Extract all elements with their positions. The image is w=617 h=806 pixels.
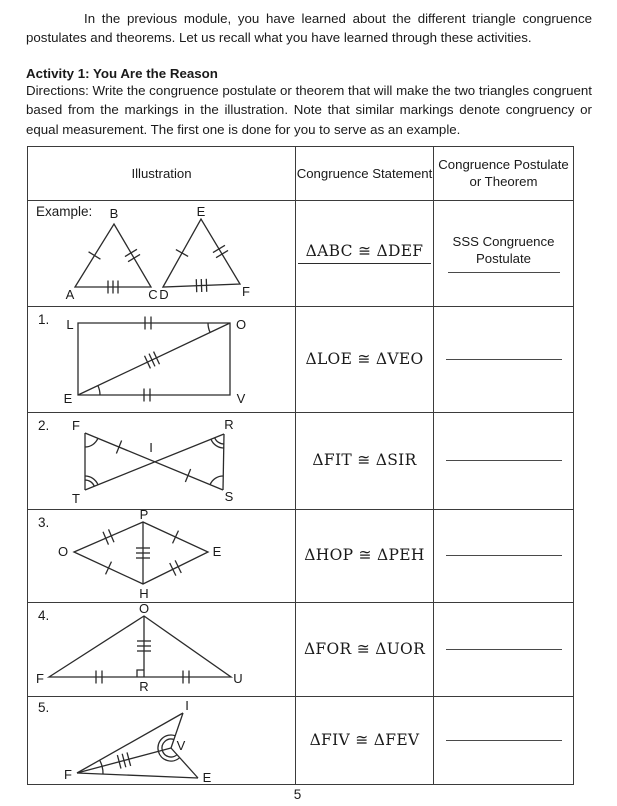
table-row-1	[28, 306, 574, 412]
tick-triple-fv	[117, 752, 130, 768]
figure-4-triangle-altitude	[28, 603, 294, 695]
table-row-example	[28, 200, 574, 306]
answer-line-4	[446, 649, 562, 650]
row-number-2: 2.	[38, 417, 50, 433]
col-header-illustration: Illustration	[28, 146, 296, 200]
page-number: 5	[293, 787, 302, 802]
tick-triple-diagonal	[145, 351, 160, 368]
congruence-statement-1: ΔLOE ≅ ΔVEO	[305, 349, 424, 368]
diagonal-eo	[78, 323, 230, 395]
tick-single-ab	[89, 252, 101, 259]
vertex-label-e: E	[63, 390, 73, 406]
angle-arc-o	[208, 323, 210, 332]
row-label-example: Example:	[36, 203, 93, 219]
congruence-statement-5: ΔFIV ≅ ΔFEV	[309, 730, 420, 749]
figure-1-rectangle-diagonal	[28, 307, 294, 411]
vertex-label-f: F	[64, 766, 72, 782]
row-number-1: 1.	[38, 311, 50, 327]
figure-2-crossing-triangles	[28, 413, 294, 508]
angle-arc-e	[98, 385, 100, 394]
triangle-def	[163, 219, 240, 287]
congruence-statement-example: ΔABC ≅ ΔDEF	[298, 242, 432, 264]
vertex-label-r: R	[224, 416, 234, 432]
segment-rs	[223, 434, 224, 490]
intro-paragraph: In the previous module, you have learned about the different triangle congruence postulates and theorems. Let us recall what you have learned through these activities.	[26, 11, 592, 45]
angle-arc-t-inner	[85, 480, 94, 486]
vertex-label-v: V	[176, 737, 186, 753]
segment-fe	[77, 773, 198, 778]
col-header-statement: Congruence Statement	[296, 146, 434, 200]
table-row-5	[28, 696, 574, 784]
angle-arc-r-inner	[215, 438, 225, 444]
row-number-5: 5.	[38, 699, 50, 715]
answer-line-5	[446, 740, 562, 741]
triangle-abc	[75, 224, 151, 287]
directions-paragraph: Directions: Write the congruence postulate or theorem that will make the two triangles congruent based from the markings in the illustration. Note that similar markings denote congruency or equal measurement. The first one is done for you to serve as an example.	[26, 83, 592, 137]
vertex-label-c: C	[148, 286, 158, 302]
answer-example: SSS Congruence Postulate	[452, 234, 555, 267]
figure-example-two-triangles	[28, 201, 294, 305]
figure-3-kite	[28, 510, 294, 601]
right-angle-mark-r	[137, 670, 144, 677]
vertex-label-l: L	[66, 316, 74, 332]
row-number-3: 3.	[38, 514, 50, 530]
row-number-4: 4.	[38, 607, 50, 623]
tick-single-fi	[116, 440, 121, 453]
activity-table	[27, 146, 574, 785]
vertex-label-h: H	[139, 585, 149, 601]
tick-single-oh	[106, 562, 112, 575]
vertex-label-f: F	[242, 283, 250, 299]
angle-arc-f-upper	[100, 760, 103, 766]
vertex-label-r: R	[139, 678, 149, 694]
table-header-row	[28, 146, 574, 200]
table-row-4	[28, 602, 574, 696]
tick-single-de	[176, 249, 188, 256]
angle-arc-f-lower	[102, 766, 103, 774]
vertex-label-v: V	[236, 390, 246, 406]
answer-line-1	[446, 359, 562, 360]
figure-5-adjacent-triangles	[28, 697, 294, 783]
answer-line-example	[448, 272, 560, 273]
vertex-label-p: P	[139, 509, 149, 522]
vertex-label-b: B	[109, 205, 119, 221]
col-header-postulate: Congruence Postulate or Theorem	[434, 146, 574, 200]
vertex-label-i: I	[185, 697, 189, 713]
vertex-label-d: D	[159, 286, 169, 302]
table-row-3	[28, 509, 574, 602]
tick-single-pe	[173, 531, 179, 544]
answer-line-3	[446, 555, 562, 556]
congruence-statement-2: ΔFIT ≅ ΔSIR	[312, 451, 417, 470]
vertex-label-i: I	[149, 439, 153, 455]
vertex-label-o: O	[235, 316, 247, 332]
vertex-label-f: F	[36, 670, 44, 686]
congruence-statement-3: ΔHOP ≅ ΔPEH	[304, 546, 425, 565]
vertex-label-e: E	[196, 203, 206, 219]
congruence-statement-4: ΔFOR ≅ ΔUOR	[303, 639, 426, 658]
activity-title: Activity 1: You Are the Reason	[26, 66, 218, 81]
table-row-2	[28, 412, 574, 509]
answer-line-2	[446, 460, 562, 461]
vertex-label-e: E	[202, 769, 212, 783]
vertex-label-e: E	[212, 543, 222, 559]
angle-arc-f	[85, 438, 98, 447]
vertex-label-s: S	[224, 488, 234, 504]
vertex-label-u: U	[233, 670, 243, 686]
vertex-label-o: O	[138, 602, 150, 616]
vertex-label-t: T	[72, 490, 80, 506]
angle-arc-s	[210, 476, 223, 485]
tick-single-is	[185, 469, 190, 482]
vertex-label-a: A	[65, 286, 75, 302]
vertex-label-o: O	[57, 543, 69, 559]
vertex-label-f: F	[72, 417, 80, 433]
